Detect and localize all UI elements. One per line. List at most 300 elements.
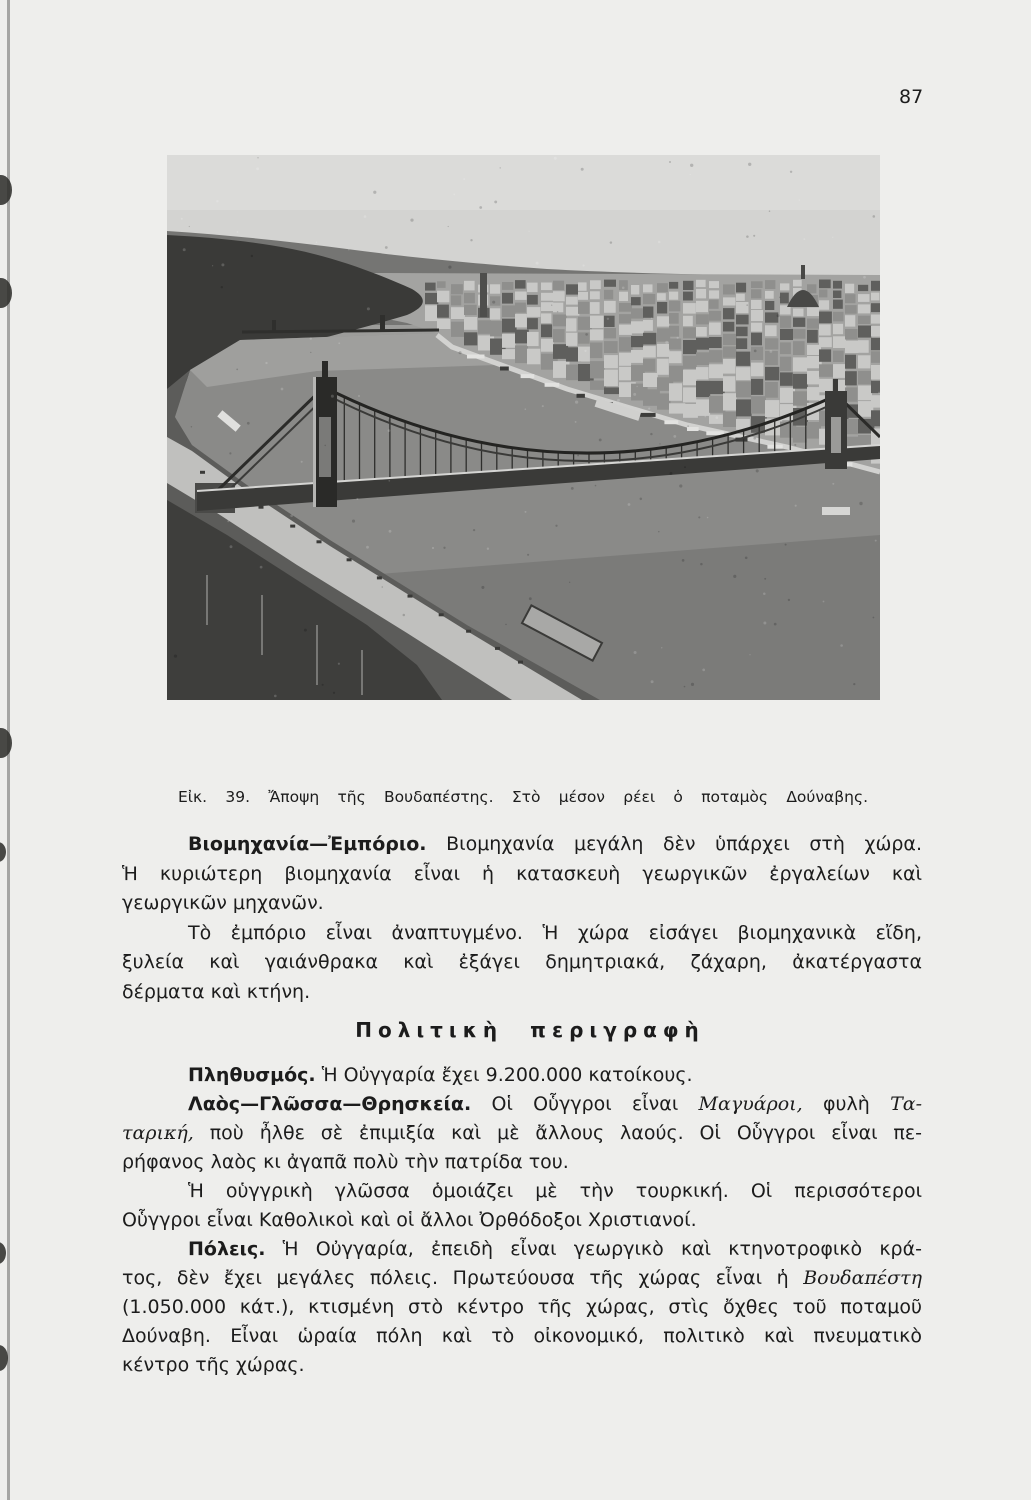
grain-speck <box>795 505 797 507</box>
grain-speck <box>388 429 391 432</box>
building <box>541 313 551 323</box>
grain-speck <box>634 651 637 654</box>
building <box>578 302 589 314</box>
grain-speck <box>779 297 780 298</box>
building <box>807 330 818 343</box>
grain-speck <box>658 531 660 533</box>
text-line <box>122 1235 922 1264</box>
building <box>502 319 517 333</box>
building <box>780 388 795 403</box>
grain-speck <box>443 547 445 549</box>
building <box>515 303 526 313</box>
building <box>437 281 446 288</box>
italic-term: ταρική, <box>122 1122 194 1144</box>
building <box>631 336 643 347</box>
grain-speck <box>785 544 787 546</box>
building <box>643 284 653 292</box>
grain-speck <box>690 174 691 175</box>
building <box>541 339 554 352</box>
building <box>683 303 696 314</box>
grain-speck <box>221 286 223 288</box>
building <box>631 321 644 333</box>
grain-speck <box>658 241 661 244</box>
building <box>845 341 859 353</box>
grain-speck <box>575 400 578 403</box>
moored-boat <box>706 431 724 435</box>
moored-boat <box>687 427 699 431</box>
building <box>619 314 631 323</box>
grain-speck <box>527 554 529 556</box>
building <box>643 320 653 331</box>
building <box>619 292 628 301</box>
building <box>723 308 734 319</box>
grain-speck <box>682 559 685 562</box>
building <box>502 334 516 348</box>
grain-speck <box>338 663 340 665</box>
building <box>819 324 831 335</box>
building <box>793 427 807 443</box>
building <box>819 280 831 289</box>
building <box>793 391 809 405</box>
building <box>780 316 791 328</box>
grain-speck <box>754 350 757 353</box>
text-segment: Οὗγγροι εἶναι Καθολικοὶ καὶ οἱ ἄλλοι Ὀρθόδοξοι Χριστιανοί. <box>122 1209 697 1231</box>
car <box>495 647 500 650</box>
building <box>833 351 844 362</box>
grain-speck <box>798 199 800 201</box>
building <box>541 283 552 291</box>
tower-arch <box>319 417 331 477</box>
moored-boat <box>664 420 678 424</box>
building <box>604 316 615 327</box>
text-segment: Τὸ ἐμπόριο εἶναι ἀναπτυγμένο. Ἡ χώρα εἰσάγει βιομηχανικὰ εἴδη, <box>188 921 922 944</box>
text-line <box>122 830 922 860</box>
text-line <box>122 948 922 978</box>
building <box>709 281 719 288</box>
building <box>696 352 709 365</box>
building <box>765 382 778 398</box>
grain-speck <box>617 399 620 402</box>
building <box>643 307 653 318</box>
building <box>736 315 749 325</box>
building <box>858 386 872 401</box>
building <box>553 281 564 290</box>
budapest-photo <box>167 155 880 700</box>
building <box>871 365 880 380</box>
building <box>451 284 463 294</box>
building <box>709 311 721 321</box>
grain-speck <box>367 307 370 310</box>
building <box>643 333 656 345</box>
building <box>751 396 766 413</box>
grain-speck <box>698 516 700 518</box>
binding-mark <box>0 278 12 308</box>
grain-speck <box>525 408 527 410</box>
text-segment: κέντρο τῆς χώρας. <box>122 1354 305 1376</box>
car <box>439 613 444 616</box>
text-segment: (1.050.000 κάτ.), κτισμένη στὸ κέντρο τῆς χώρας, στὶς ὄχθες τοῦ ποταμοῦ <box>122 1296 922 1318</box>
grain-speck <box>691 683 694 686</box>
building <box>425 293 438 304</box>
grain-speck <box>748 163 751 166</box>
building <box>515 330 529 344</box>
building <box>833 324 843 334</box>
text-segment: Βιομηχανία μεγάλη δὲν ὑπάρχει στὴ χώρα. <box>426 833 922 855</box>
building <box>858 304 870 313</box>
building <box>871 303 880 312</box>
building <box>619 353 631 366</box>
building <box>751 379 763 395</box>
building <box>657 328 670 341</box>
building <box>807 371 819 385</box>
grain-speck <box>227 520 229 522</box>
building <box>751 300 762 309</box>
grain-speck <box>756 469 759 472</box>
building <box>723 297 736 305</box>
grain-speck <box>790 171 792 173</box>
grain-speck <box>577 454 579 456</box>
grain-speck <box>301 461 303 463</box>
building <box>604 301 616 313</box>
grain-speck <box>636 386 637 387</box>
grain-speck <box>716 416 719 419</box>
photo-sky-haze <box>167 155 880 210</box>
building <box>619 303 632 312</box>
text-line <box>122 1148 922 1177</box>
building <box>871 395 880 407</box>
text-segment: Ἡ Οὐγγαρία, ἐπειδὴ εἶναι γεωργικὸ καὶ κτηνοτροφικὸ κρά- <box>265 1238 922 1260</box>
moored-boat <box>467 355 485 359</box>
building <box>657 359 669 375</box>
building <box>765 291 774 299</box>
grain-speck <box>746 304 748 306</box>
grain-speck <box>470 239 472 241</box>
grain-speck <box>459 351 462 354</box>
building <box>683 356 697 369</box>
grain-speck <box>650 433 652 435</box>
building <box>807 387 819 400</box>
parliament-spire <box>480 273 487 317</box>
building <box>566 284 578 294</box>
building <box>871 338 880 350</box>
grain-speck <box>665 341 668 344</box>
grain-speck <box>770 350 773 353</box>
building <box>527 318 538 329</box>
building <box>858 316 870 324</box>
bold-term: Λαὸς—Γλῶσσα—Θρησκεία. <box>188 1093 472 1115</box>
building <box>669 339 681 350</box>
text-line <box>122 978 922 1008</box>
grain-speck <box>453 194 455 196</box>
building <box>566 333 577 346</box>
main-bridge-left-tower <box>313 361 337 507</box>
grain-speck <box>648 408 650 410</box>
building <box>736 399 752 416</box>
building <box>807 345 821 355</box>
grain-speck <box>525 511 527 513</box>
building <box>751 310 763 321</box>
building <box>696 381 710 397</box>
building <box>833 300 843 309</box>
grain-speck <box>448 226 449 227</box>
building <box>590 316 604 328</box>
car <box>408 595 413 598</box>
italic-term: Τα- <box>890 1093 922 1115</box>
grain-speck <box>410 218 413 221</box>
grain-speck <box>684 686 686 688</box>
grain-speck <box>569 582 570 583</box>
boat <box>822 507 850 515</box>
building <box>604 280 616 287</box>
text-line <box>122 1264 922 1293</box>
grain-speck <box>651 680 654 683</box>
building <box>669 366 684 382</box>
building <box>807 307 819 316</box>
building <box>566 318 577 331</box>
building <box>553 303 563 313</box>
building <box>590 291 600 299</box>
building <box>578 317 592 330</box>
grain-speck <box>481 586 484 589</box>
text-line <box>122 1322 922 1351</box>
paragraph <box>122 1090 922 1177</box>
building <box>451 295 461 305</box>
building <box>845 315 855 326</box>
building <box>793 357 807 371</box>
building <box>780 342 791 354</box>
building <box>451 307 465 319</box>
grain-speck <box>679 484 682 487</box>
grain-speck <box>487 548 489 550</box>
grain-speck <box>595 485 597 487</box>
building <box>437 305 449 318</box>
grain-speck <box>661 647 662 648</box>
distant-bridge-tower <box>272 320 276 332</box>
grain-speck <box>777 314 780 317</box>
building <box>751 347 763 360</box>
building <box>515 345 528 363</box>
building <box>751 289 761 298</box>
moored-boat <box>545 383 560 387</box>
building <box>819 312 832 324</box>
paragraph <box>122 1061 922 1090</box>
grain-speck <box>582 264 584 266</box>
building <box>765 312 778 322</box>
grain-speck <box>473 529 475 531</box>
text-line <box>122 1119 922 1148</box>
section-heading: Πολιτικὴ περιγραφὴ <box>355 1018 705 1042</box>
text-segment: γεωργικῶν μηχανῶν. <box>122 892 324 915</box>
building <box>833 312 844 322</box>
grain-speck <box>763 622 766 625</box>
grain-speck <box>794 444 796 446</box>
building <box>751 323 762 332</box>
grain-speck <box>236 368 238 370</box>
grain-speck <box>763 593 766 596</box>
grain-speck <box>764 578 766 580</box>
building <box>657 283 668 292</box>
grain-speck <box>265 362 267 364</box>
building <box>437 319 450 329</box>
building <box>527 332 539 346</box>
building <box>833 336 846 348</box>
building <box>631 297 641 305</box>
paragraph <box>122 830 922 919</box>
building <box>723 284 735 294</box>
grain-speck <box>189 226 190 227</box>
grain-speck <box>358 395 360 397</box>
grain-speck <box>310 352 311 353</box>
binding-mark <box>0 175 12 205</box>
grain-speck <box>356 498 358 500</box>
text-line <box>122 1351 922 1380</box>
building <box>845 371 857 385</box>
building <box>631 308 644 318</box>
building <box>871 351 880 363</box>
grain-speck <box>640 498 643 501</box>
grain-speck <box>542 405 544 407</box>
building <box>858 326 871 338</box>
building <box>793 329 806 339</box>
grain-speck <box>840 644 843 647</box>
building <box>643 359 655 372</box>
grain-speck <box>684 466 686 468</box>
building <box>871 293 879 301</box>
building <box>683 327 696 338</box>
grain-speck <box>505 624 507 626</box>
grain-speck <box>529 597 532 600</box>
grain-speck <box>745 556 748 559</box>
grain-speck <box>571 487 574 490</box>
building <box>604 341 618 353</box>
page-number: 87 <box>899 86 924 108</box>
grain-speck <box>388 480 390 482</box>
building <box>515 292 527 300</box>
building <box>709 415 723 424</box>
grain-speck <box>875 540 877 542</box>
building <box>780 293 789 304</box>
building <box>793 309 804 317</box>
text-line <box>122 1293 922 1322</box>
building <box>541 293 554 301</box>
grain-speck <box>633 393 636 396</box>
text-segment: Ἡ οὑγγρικὴ γλῶσσα ὁμοιάζει μὲ τὴν τουρκική. Οἱ περισσότεροι <box>188 1180 922 1202</box>
building <box>780 372 793 385</box>
grain-speck <box>281 388 284 391</box>
building <box>590 280 601 289</box>
building <box>669 403 685 413</box>
building <box>871 315 880 324</box>
building <box>657 302 667 314</box>
building <box>590 302 600 314</box>
building <box>490 284 500 293</box>
building <box>833 364 845 378</box>
grain-speck <box>479 206 482 209</box>
moored-boat <box>640 413 656 417</box>
grain-speck <box>622 286 625 289</box>
building <box>696 367 709 379</box>
main-bridge-right-tower <box>825 379 847 469</box>
grain-speck <box>174 654 177 657</box>
building <box>793 374 808 389</box>
building <box>604 328 616 338</box>
grain-speck <box>366 546 369 549</box>
grain-speck <box>707 517 709 519</box>
building <box>871 281 880 291</box>
building <box>765 280 775 289</box>
text-line <box>122 1206 922 1235</box>
building <box>437 291 449 303</box>
grain-speck <box>690 164 693 167</box>
building <box>490 296 500 305</box>
bold-term: Πόλεις. <box>188 1238 266 1260</box>
building <box>604 355 618 368</box>
text-segment: τος, δὲν ἔχει μεγάλες πόλεις. Πρωτεύουσα τῆς χώρας εἶναι ἡ <box>122 1267 804 1289</box>
text-line <box>122 1090 922 1119</box>
italic-term: Μαγυάροι, <box>698 1093 803 1115</box>
grain-speck <box>257 157 258 158</box>
grain-speck <box>403 614 406 617</box>
grain-speck <box>388 419 390 421</box>
building <box>515 280 526 289</box>
grain-speck <box>324 445 326 447</box>
building <box>643 294 655 304</box>
building <box>683 292 693 301</box>
car <box>466 630 471 633</box>
building <box>590 381 606 390</box>
building <box>709 323 721 335</box>
building <box>541 302 553 311</box>
grain-speck <box>216 200 218 202</box>
grain-speck <box>584 350 586 352</box>
building <box>464 305 477 315</box>
text-segment: Ἡ κυριώτερη βιομηχανία εἶναι ἡ κατασκευὴ γεωργικῶν ἐργαλείων καὶ <box>122 862 922 885</box>
grain-speck <box>746 235 749 238</box>
building <box>590 343 602 359</box>
section-political-description <box>122 1061 922 1380</box>
building <box>464 281 475 291</box>
building <box>478 320 491 334</box>
binding-mark <box>0 1242 6 1264</box>
grain-speck <box>348 249 349 250</box>
building <box>631 365 645 381</box>
building <box>669 292 678 300</box>
grain-speck <box>749 654 750 655</box>
text-segment: ποὺ ἦλθε σὲ ἐπιμιξία καὶ μὲ ἄλλους λαούς. Οἱ Οὗγγροι εἶναι πε- <box>193 1122 922 1144</box>
building <box>765 367 779 381</box>
building <box>683 281 694 290</box>
building <box>683 370 697 386</box>
building <box>780 357 791 371</box>
building <box>553 291 565 301</box>
building <box>657 393 671 409</box>
building <box>723 393 737 410</box>
binding-mark <box>0 728 12 758</box>
building <box>736 338 747 349</box>
grain-speck <box>463 178 465 180</box>
grain-speck <box>274 695 277 698</box>
building <box>858 371 872 385</box>
grain-speck <box>551 305 552 306</box>
building <box>527 295 538 305</box>
grain-speck <box>382 586 384 588</box>
building <box>425 305 437 321</box>
text-segment: Οἱ Οὗγγροι εἶναι <box>471 1093 699 1115</box>
building <box>464 332 477 345</box>
grain-speck <box>373 191 376 194</box>
building <box>657 316 669 326</box>
building <box>527 307 541 317</box>
